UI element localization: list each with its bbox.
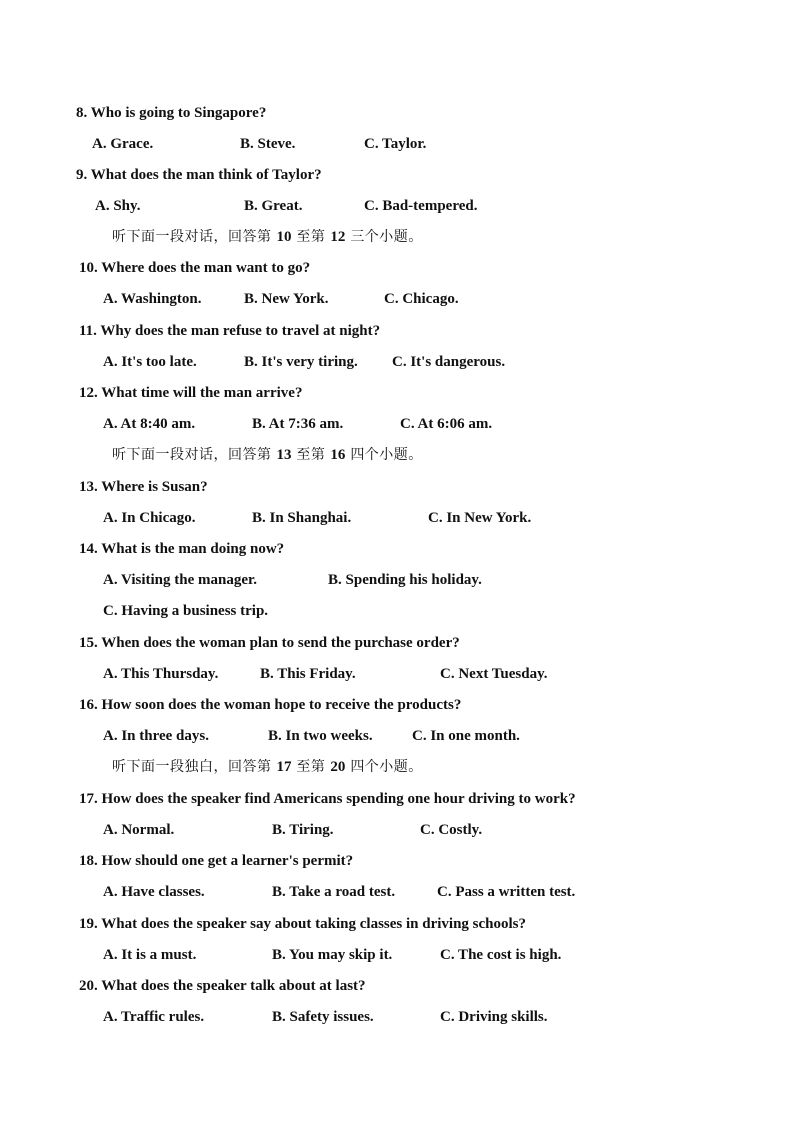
question-number: 13 (276, 447, 292, 463)
answer-option: A. Visiting the manager. (103, 572, 258, 588)
question-stem: 16. How soon does the woman hope to receive the products? (79, 697, 462, 713)
answer-option: A. Traffic rules. (103, 1009, 205, 1025)
answer-option: B. New York. (244, 291, 329, 307)
answer-option: A. In three days. (103, 728, 209, 744)
question-stem: 12. What time will the man arrive? (79, 385, 303, 401)
answer-option: A. At 8:40 am. (103, 416, 196, 432)
answer-option: B. In two weeks. (268, 728, 373, 744)
answer-option: B. Great. (244, 198, 303, 214)
instruction-text: 听下面一段对话，回答第 (112, 229, 272, 245)
answer-option: C. Driving skills. (440, 1009, 548, 1025)
instruction-text: 听下面一段对话，回答第 (112, 447, 272, 463)
answer-option: A. Have classes. (103, 884, 205, 900)
answer-option: B. It's very tiring. (244, 354, 358, 370)
instruction-text: 至第 (296, 759, 326, 775)
answer-option: B. You may skip it. (272, 947, 393, 963)
question-stem: 17. How does the speaker find Americans spending one hour driving to work? (79, 791, 576, 807)
answer-option: A. This Thursday. (103, 666, 219, 682)
answer-option: B. Take a road test. (272, 884, 396, 900)
answer-option: A. Shy. (95, 198, 141, 214)
answer-option: B. Safety issues. (272, 1009, 374, 1025)
question-stem: 10. Where does the man want to go? (79, 260, 311, 276)
answer-option: B. In Shanghai. (252, 510, 352, 526)
answer-option: B. At 7:36 am. (252, 416, 344, 432)
instruction-text: 三个小题。 (350, 229, 423, 245)
question-stem: 15. When does the woman plan to send the purchase order? (79, 635, 460, 651)
answer-option: C. The cost is high. (440, 947, 562, 963)
answer-option: B. This Friday. (260, 666, 356, 682)
section-instruction (112, 228, 423, 246)
question-stem: 20. What does the speaker talk about at last? (79, 978, 366, 994)
question-stem: 8. Who is going to Singapore? (76, 105, 267, 121)
question-number: 10 (276, 229, 292, 245)
question-stem: 14. What is the man doing now? (79, 541, 285, 557)
question-stem: 11. Why does the man refuse to travel at night? (79, 323, 381, 339)
instruction-text: 至第 (296, 447, 326, 463)
answer-option: B. Spending his holiday. (328, 572, 482, 588)
question-number: 17 (276, 759, 292, 775)
question-stem: 13. Where is Susan? (79, 479, 208, 495)
answer-option: A. It is a must. (103, 947, 197, 963)
answer-option: A. In Chicago. (103, 510, 196, 526)
answer-option: C. Taylor. (364, 136, 427, 152)
question-stem: 9. What does the man think of Taylor? (76, 167, 322, 183)
question-stem: 18. How should one get a learner's permit? (79, 853, 354, 869)
answer-option: C. Having a business trip. (103, 603, 269, 619)
answer-option: C. Pass a written test. (437, 884, 576, 900)
instruction-text: 至第 (296, 229, 326, 245)
question-stem: 19. What does the speaker say about taking classes in driving schools? (79, 916, 527, 932)
instruction-text: 四个小题。 (350, 447, 423, 463)
answer-option: A. Normal. (103, 822, 175, 838)
instruction-text: 听下面一段独白，回答第 (112, 759, 272, 775)
answer-option: C. Chicago. (384, 291, 459, 307)
answer-option: C. Next Tuesday. (440, 666, 548, 682)
answer-option: C. In New York. (428, 510, 532, 526)
answer-option: C. At 6:06 am. (400, 416, 493, 432)
answer-option: B. Steve. (240, 136, 296, 152)
answer-option: A. Washington. (103, 291, 202, 307)
answer-option: C. Bad-tempered. (364, 198, 478, 214)
answer-option: C. Costly. (420, 822, 483, 838)
answer-option: A. It's too late. (103, 354, 197, 370)
question-number: 20 (330, 759, 346, 775)
section-instruction (112, 446, 423, 464)
question-number: 12 (330, 229, 346, 245)
answer-option: C. In one month. (412, 728, 520, 744)
instruction-text: 四个小题。 (350, 759, 423, 775)
answer-option: A. Grace. (92, 136, 154, 152)
answer-option: C. It's dangerous. (392, 354, 506, 370)
question-number: 16 (330, 447, 346, 463)
section-instruction (112, 758, 423, 776)
answer-option: B. Tiring. (272, 822, 334, 838)
